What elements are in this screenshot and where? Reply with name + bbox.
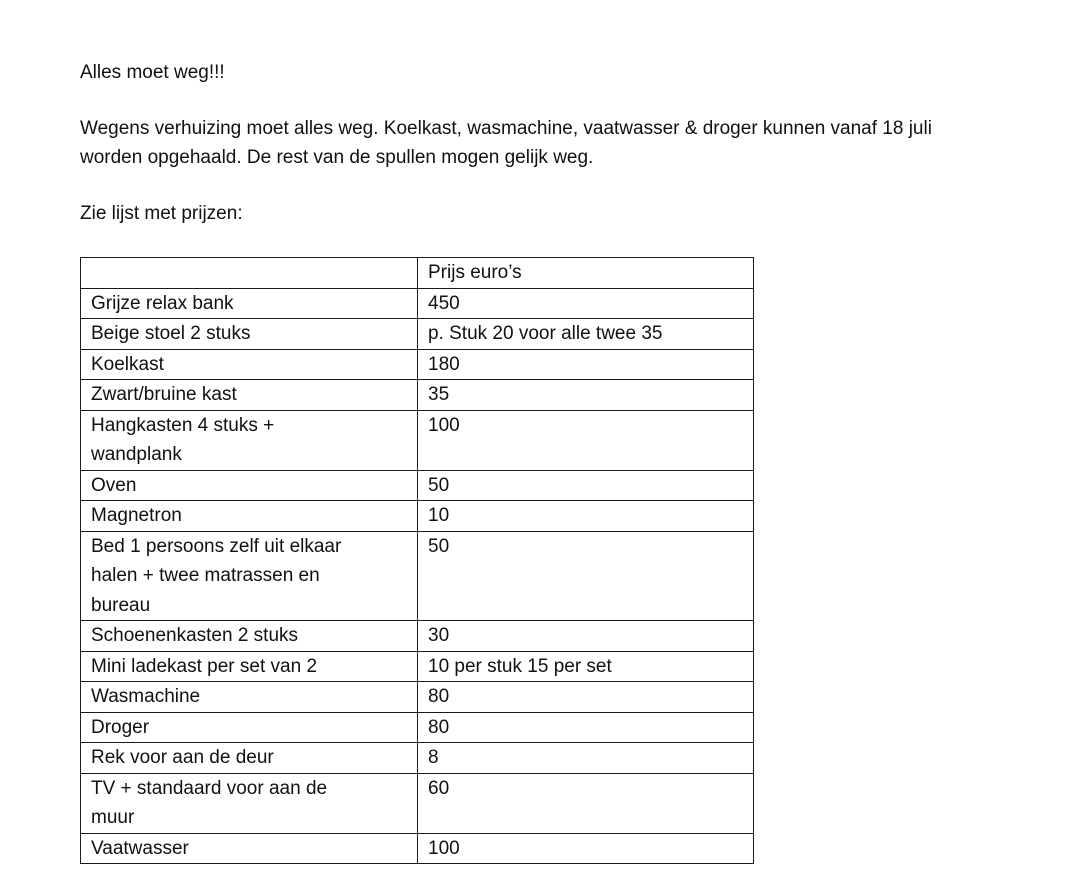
price-cell: 450 [418, 288, 754, 319]
table-row [81, 410, 754, 470]
item-cell: Beige stoel 2 stuks [81, 319, 418, 350]
item-cell: Hangkasten 4 stuks + wandplank [81, 410, 418, 470]
price-list-lead: Zie lijst met prijzen: [80, 203, 243, 224]
price-cell: 10 [418, 501, 754, 532]
item-cell: Schoenenkasten 2 stuks [81, 621, 418, 652]
price-cell: 30 [418, 621, 754, 652]
item-cell: Droger [81, 712, 418, 743]
price-cell: 35 [418, 380, 754, 411]
intro-line-2: worden opgehaald. De rest van de spullen mogen gelijk weg. [80, 147, 594, 168]
price-cell: 100 [418, 410, 754, 470]
table-row [81, 380, 754, 411]
table-row [81, 531, 754, 621]
table-row [81, 651, 754, 682]
item-cell: Koelkast [81, 349, 418, 380]
price-cell: p. Stuk 20 voor alle twee 35 [418, 319, 754, 350]
price-cell: 180 [418, 349, 754, 380]
table-row [81, 833, 754, 864]
item-cell: Mini ladekast per set van 2 [81, 651, 418, 682]
item-cell: Oven [81, 470, 418, 501]
item-cell: TV + standaard voor aan de muur [81, 773, 418, 833]
intro-paragraph [80, 114, 1070, 172]
price-cell: 80 [418, 682, 754, 713]
table-row [81, 349, 754, 380]
table-row [81, 743, 754, 774]
item-cell: Wasmachine [81, 682, 418, 713]
item-cell: Grijze relax bank [81, 288, 418, 319]
price-cell: 8 [418, 743, 754, 774]
header-item-cell [81, 258, 418, 289]
table-row [81, 501, 754, 532]
table-header-row [81, 258, 754, 289]
price-cell: 10 per stuk 15 per set [418, 651, 754, 682]
table-row [81, 712, 754, 743]
item-cell: Zwart/bruine kast [81, 380, 418, 411]
table-row [81, 682, 754, 713]
document-heading: Alles moet weg!!! [80, 62, 225, 83]
price-cell: 100 [418, 833, 754, 864]
price-cell: 60 [418, 773, 754, 833]
table-row [81, 319, 754, 350]
price-cell: 50 [418, 531, 754, 621]
price-table [80, 257, 754, 864]
table-row [81, 470, 754, 501]
table-row [81, 621, 754, 652]
item-cell: Bed 1 persoons zelf uit elkaar halen + twee matrassen en bureau [81, 531, 418, 621]
price-cell: 80 [418, 712, 754, 743]
table-row [81, 288, 754, 319]
header-price-cell: Prijs euro’s [418, 258, 754, 289]
price-cell: 50 [418, 470, 754, 501]
item-cell: Rek voor aan de deur [81, 743, 418, 774]
item-cell: Vaatwasser [81, 833, 418, 864]
intro-line-1: Wegens verhuizing moet alles weg. Koelkast, wasmachine, vaatwasser & droger kunnen vanaf 18 juli [80, 118, 932, 139]
table-row [81, 773, 754, 833]
item-cell: Magnetron [81, 501, 418, 532]
